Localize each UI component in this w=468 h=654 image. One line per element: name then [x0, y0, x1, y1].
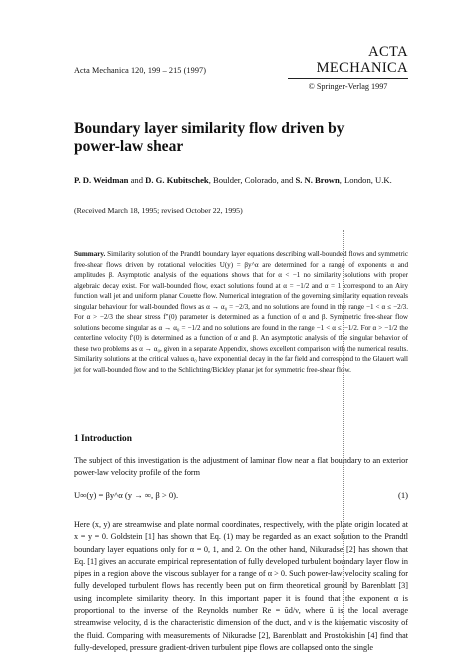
received-dates: (Received March 18, 1995; revised October 22, 1995): [74, 206, 243, 215]
journal-citation: Acta Mechanica 120, 199 – 215 (1997): [74, 66, 207, 75]
section-heading: 1 Introduction: [74, 434, 132, 444]
scan-margin-line: [343, 230, 344, 630]
abstract-text: Similarity solution of the Prandtl boundary layer equations describing wall-bounded flows and symmetric free-shear flows driven by rotational velocities U(y) = βy^α are determined for a range of exponents α and amplitudes β. Asymptotic analysis of the equations shows that for α < −1 no similarity solutions with proper algebraic decay exist. For wall-bounded flow, exact solutions found at α = −1/2 and α = 1 correspond to an Airy function wall jet and uniform planar Couette flow. Numerical integration of the governing similarity equation reveals singular behaviour for wall-bounded flows as α → α₀ = −2/3, and no solutions are found in the range −1 < α ≤ −2/3. For α > −2/3 the shear stress f″(0) parameter is determined as a function of α and β. Symmetric free-shear flow solutions become singular as α → α₀ = −1/2 and no solutions are found in the range −1 < α ≤ −1/2. For α > −1/2 the centerline velocity f′(0) is determined as a function of α and β. An asymptotic analysis of the singular behavior of these two problems as α → α₀, given in a separate Appendix, shows excellent comparison with the numerical results. Similarity solutions at the critical values α₀ have exponential decay in the far field and correspond to the Glauert wall jet for wall-bounded flow and to the Schlichting/Bickley planar jet for symmetric free-shear flow.: [74, 250, 408, 375]
intro-paragraph-1: The subject of this investigation is the adjustment of laminar flow near a flat boundary to an exterior power-law velocity profile of the form: [74, 456, 408, 478]
author-brown: S. N. Brown: [295, 175, 340, 185]
author-affiliation-1: , Boulder, Colorado, and: [208, 175, 296, 185]
article-title: Boundary layer similarity flow driven by power-law shear: [74, 120, 345, 155]
author-line: [74, 175, 414, 185]
abstract: [74, 249, 408, 376]
author-affiliation-2: , London, U.K.: [339, 175, 392, 185]
author-kubitschek: D. G. Kubitschek: [145, 175, 209, 185]
intro-paragraph-2: Here (x, y) are streamwise and plate normal coordinates, respectively, with the plate origin located at x = y = 0. Goldstein [1] has shown that Eq. (1) may be regarded as an exact solution to the Prandtl boundary layer equations only for α = 0, 1, and 2. On the other hand, Nikuradse [2] has shown that Eq. [1] gives an accurate empirical representation of fully developed turbulent boundary layer flow in pipes in a region above the viscous sublayer for a range of α > 0. Such power-law velocity scaling for fully developed turbulent flows has recently been put on firm theoretical ground by Barenblatt [3] using incomplete similarity theory. In this important paper it is found that the exponent α is proportional to the inverse of the Reynolds number Re = ūd/ν, where ū is the local average streamwise velocity, d is the characteristic dimension of the duct, and ν is the kinematic viscosity of the fluid. Comparing with measurements of Nikuradse [2], Barenblatt and Prostokishin [4] find that fully-developed, pressure gradient-driven turbulent pipe flows are collapsed onto the single: [74, 520, 408, 652]
author-weidman: P. D. Weidman: [74, 175, 129, 185]
abstract-keyword: Summary.: [74, 250, 106, 258]
equation-1: [74, 490, 408, 500]
equation-number: (1): [397, 490, 408, 500]
author-separator: and: [128, 175, 146, 185]
journal-header: [288, 44, 408, 91]
equation-body: U∞(y) = βy^α (y → ∞, β > 0).: [74, 490, 179, 500]
copyright-notice: © Springer-Verlag 1997: [308, 82, 388, 91]
journal-name: ACTA MECHANICA: [288, 44, 408, 79]
